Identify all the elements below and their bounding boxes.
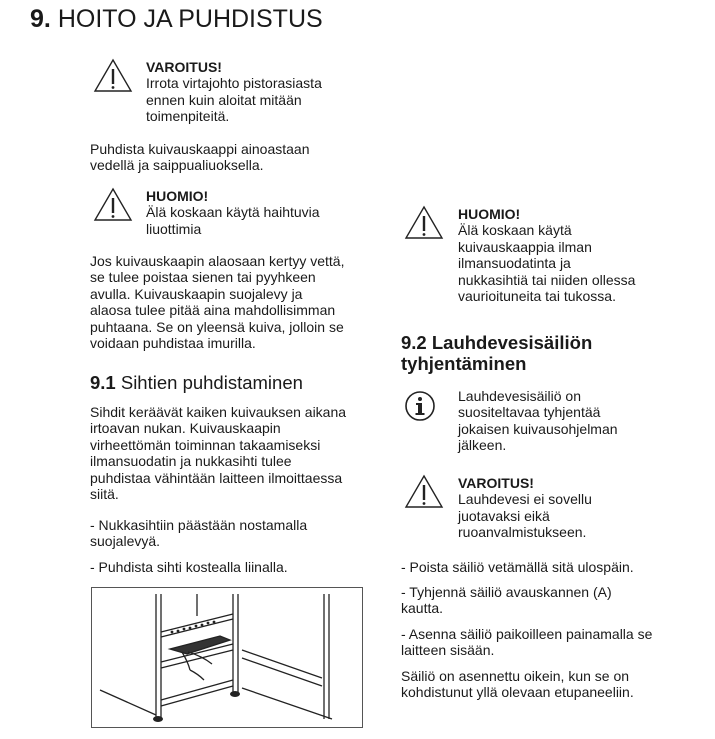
warning-line: Lauhdevesi ei sovellu: [458, 491, 592, 508]
warning-triangle-icon: [404, 205, 444, 241]
paragraph-line: avulla. Kuivauskaapin suojalevy ja: [90, 285, 303, 302]
warning-line: toimenpiteitä.: [146, 108, 230, 125]
warning-heading: VAROITUS!: [146, 59, 222, 75]
info-line: Lauhdevesisäiliö on: [458, 388, 581, 404]
paragraph-line: se tulee poistaa sienen tai pyyhkeen: [90, 269, 316, 286]
paragraph-line: ilmansuodatin ja nukkasihti tulee: [90, 453, 292, 470]
body-paragraph: [90, 253, 344, 351]
caution-line: Älä koskaan käytä: [458, 222, 572, 239]
info-notice: [458, 388, 618, 454]
step-line: - Asenna säiliö paikoilleen painamalla se: [401, 626, 653, 642]
warning-line: ruoanvalmistukseen.: [458, 524, 587, 541]
info-line: jälkeen.: [458, 437, 507, 454]
warning-triangle-icon: [93, 58, 133, 94]
caution-line: ilmansuodatinta ja: [458, 255, 571, 272]
warning-triangle-icon: [404, 474, 444, 510]
paragraph-line: Jos kuivauskaapin alaosaan kertyy vettä,: [90, 253, 345, 269]
paragraph-line: siitä.: [90, 486, 119, 503]
paragraph-line: virheettömän toiminnan takaamiseksi: [90, 436, 321, 453]
paragraph-line: Säiliö on asennettu oikein, kun se on: [401, 668, 630, 684]
paragraph-line: alaosa tulee pitää aina mahdollisimman: [90, 302, 336, 319]
page-title-number: 9.: [30, 5, 51, 33]
caution-line: vaurioituneita tai tukossa.: [458, 288, 616, 305]
section-heading-9-1: [90, 372, 303, 394]
paragraph-line: kohdistunut yllä olevaan etupaneeliin.: [401, 684, 634, 701]
caution-notice: [458, 206, 635, 304]
paragraph-line: voidaan puhdistaa imurilla.: [90, 335, 256, 352]
warning-triangle-icon: [93, 187, 133, 223]
paragraph-line: puhtaana. Se on yleensä kuiva, jolloin se: [90, 318, 344, 335]
drying-cabinet-filter-illustration: [91, 587, 363, 728]
section-title-line: tyhjentäminen: [401, 353, 527, 374]
step-line: - Poista säiliö vetämällä sitä ulospäin.: [401, 559, 634, 575]
step-item: [401, 584, 612, 617]
paragraph-line: puhdistaa vähintään laitteen ilmoittaessa: [90, 469, 343, 486]
step-item: [90, 517, 307, 550]
step-item: [401, 559, 634, 575]
section-title-line: 9.2 Lauhdevesisäiliön: [401, 332, 593, 353]
step-line: suojalevyä.: [90, 533, 161, 550]
caution-line: Älä koskaan käytä haihtuvia: [146, 204, 320, 221]
step-line: - Tyhjennä säiliö avauskannen (A): [401, 584, 612, 600]
info-line: jokaisen kuivausohjelman: [458, 420, 618, 437]
caution-heading: HUOMIO!: [146, 188, 209, 204]
section-number: 9.1: [90, 372, 116, 393]
caution-heading: HUOMIO!: [458, 206, 521, 222]
step-line: - Puhdista sihti kostealla liinalla.: [90, 559, 288, 575]
warning-line: Irrota virtajohto pistorasiasta: [146, 75, 322, 92]
step-item: [401, 626, 652, 659]
info-circle-icon: [404, 390, 436, 422]
warning-notice: [458, 475, 592, 541]
paragraph-line: vedellä ja saippualiuoksella.: [90, 157, 264, 174]
body-paragraph: [90, 141, 310, 174]
warning-line: ennen kuin aloitat mitään: [146, 91, 302, 108]
page-title: [30, 4, 323, 34]
section-heading-9-2: [401, 332, 592, 374]
step-line: kautta.: [401, 600, 444, 617]
step-item: [90, 559, 288, 575]
warning-heading: VAROITUS!: [458, 475, 534, 491]
section-paragraph: [90, 404, 346, 502]
info-line: suositeltavaa tyhjentää: [458, 404, 601, 421]
caution-notice: [146, 188, 320, 237]
caution-line: nukkasihtiä tai niiden ollessa: [458, 271, 636, 288]
caution-line: kuivauskaappia ilman: [458, 238, 592, 255]
step-line: - Nukkasihtiin päästään nostamalla: [90, 517, 308, 533]
page-title-text: HOITO JA PUHDISTUS: [57, 5, 323, 33]
paragraph-line: Sihdit keräävät kaiken kuivauksen aikana: [90, 404, 347, 420]
closing-paragraph: [401, 668, 634, 701]
step-line: laitteen sisään.: [401, 642, 495, 659]
paragraph-line: irtoavan nukan. Kuivauskaapin: [90, 420, 281, 437]
cabinet-illustration-icon: [92, 588, 362, 727]
warning-notice: [146, 59, 322, 125]
paragraph-line: Puhdista kuivauskaappi ainoastaan: [90, 141, 310, 157]
caution-line: liuottimia: [146, 220, 202, 237]
warning-line: juotavaksi eikä: [458, 507, 550, 524]
section-title: Sihtien puhdistaminen: [120, 372, 303, 393]
